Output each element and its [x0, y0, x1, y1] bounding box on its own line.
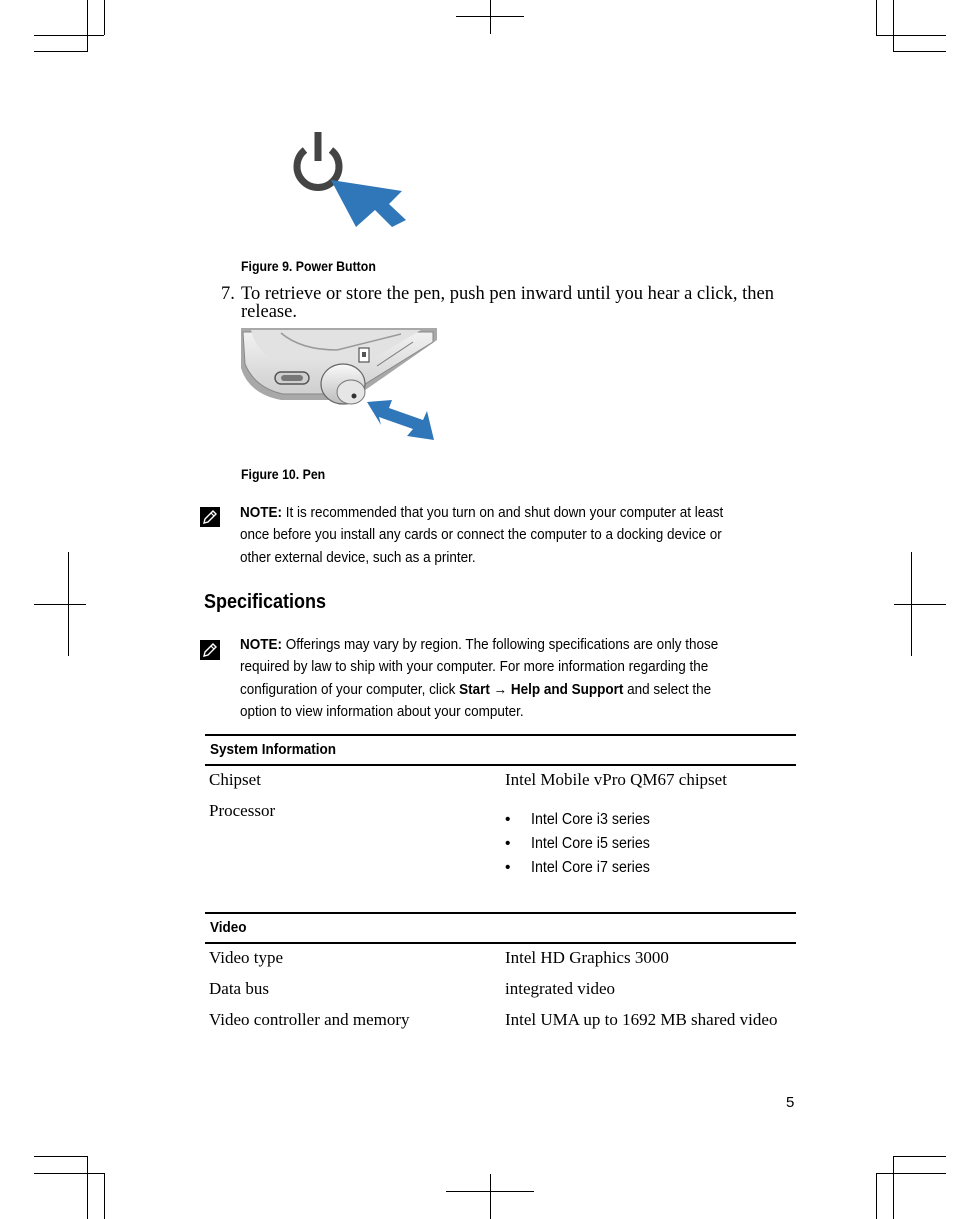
figure-9-caption: Figure 9. Power Button — [241, 258, 376, 274]
page-number: 5 — [786, 1094, 795, 1111]
note-2-line-4: option to view information about your computer. — [240, 702, 524, 720]
list-item: • Intel Core i5 series — [505, 835, 650, 852]
video-controller-value: Intel UMA up to 1692 MB shared video — [505, 1010, 778, 1029]
video-type-label: Video type — [209, 948, 284, 967]
table-top-rule — [205, 734, 796, 736]
note-1-label: NOTE: — [240, 504, 283, 521]
note-2-line-3-post: and select the — [623, 680, 712, 698]
video-type-value: Intel HD Graphics 3000 — [505, 948, 669, 967]
specifications-heading: Specifications — [204, 591, 327, 613]
step-7-line-1: To retrieve or store the pen, push pen inward until you hear a click, then — [241, 284, 774, 304]
list-item: • Intel Core i7 series — [505, 859, 650, 876]
power-icon — [297, 132, 339, 187]
power-button-figure — [288, 128, 412, 230]
video-controller-label: Video controller and memory — [209, 1010, 410, 1029]
data-bus-value: integrated video — [505, 979, 615, 998]
step-7-number: 7. — [221, 284, 235, 304]
system-information-header: System Information — [210, 741, 337, 758]
start-menu-ref: Start — [459, 680, 490, 698]
video-header: Video — [210, 919, 247, 936]
pen-figure — [241, 328, 437, 442]
chipset-value: Intel Mobile vPro QM67 chipset — [505, 770, 727, 789]
data-bus-label: Data bus — [209, 979, 269, 998]
step-7-line-2: release. — [241, 302, 297, 322]
note-2-line-2: required by law to ship with your computer. For more information regarding the — [240, 658, 709, 676]
arrow-icon — [331, 180, 406, 227]
note-2 — [240, 634, 780, 723]
note-2-line-1: Offerings may vary by region. The following specifications are only those — [285, 636, 719, 653]
note-2-line-3-pre: configuration of your computer, click — [240, 680, 460, 698]
note-pencil-icon — [200, 640, 220, 660]
table-header-rule — [205, 942, 796, 944]
figure-10-caption: Figure 10. Pen — [241, 466, 326, 482]
table-top-rule — [205, 912, 796, 914]
note-1-line-2: once before you install any cards or connect the computer to a docking device or — [240, 526, 722, 544]
chipset-label: Chipset — [209, 770, 261, 789]
note-1-line-3: other external device, such as a printer. — [240, 548, 476, 566]
note-1 — [240, 502, 780, 569]
note-2-label: NOTE: — [240, 636, 283, 653]
pen-icon — [321, 364, 365, 404]
double-arrow-icon — [367, 400, 434, 440]
help-and-support-ref: Help and Support — [510, 680, 624, 698]
note-pencil-icon — [200, 507, 220, 527]
table-header-rule — [205, 764, 796, 766]
note-1-line-1: It is recommended that you turn on and shut down your computer at least — [285, 504, 724, 521]
processor-label: Processor — [209, 801, 276, 820]
list-item: • Intel Core i3 series — [505, 811, 650, 828]
arrow-glyph: → — [489, 680, 511, 698]
